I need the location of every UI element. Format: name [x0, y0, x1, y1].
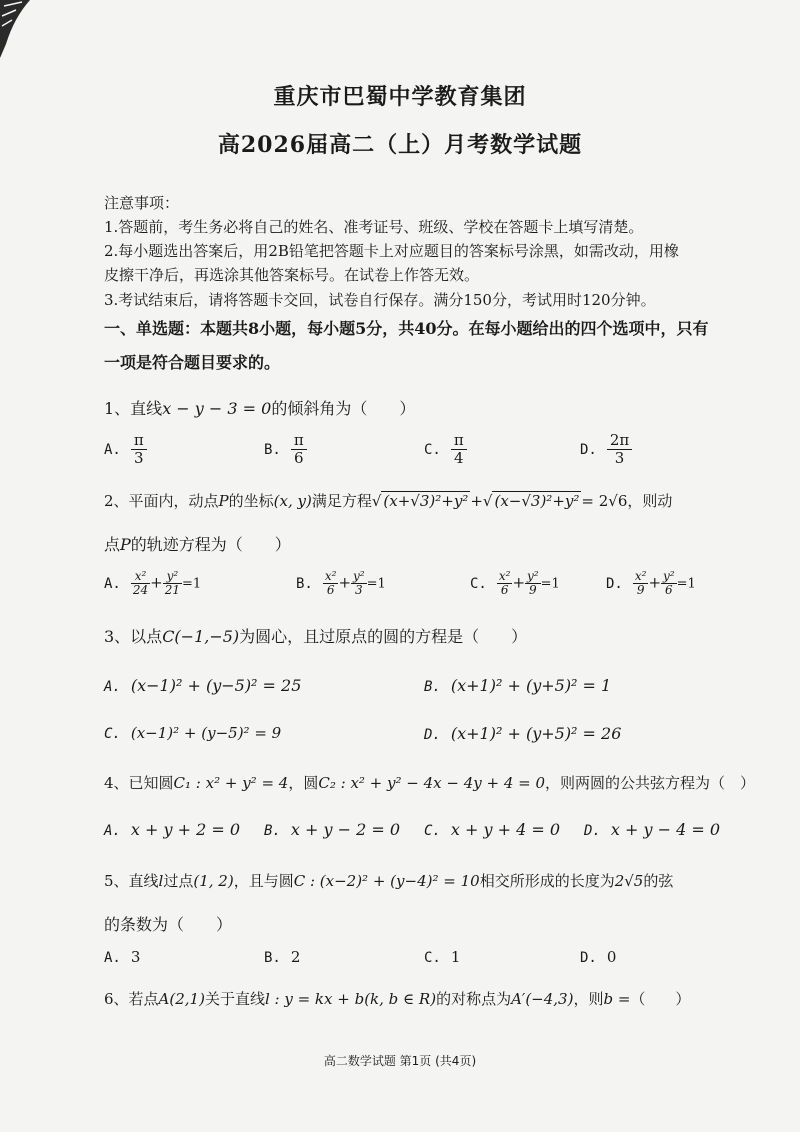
question-6-stem: 6、若点A(2,1)关于直线l : y = kx + b(k, b ∈ R)的对称点为A′(−4,3)，则b =（ ） [104, 990, 691, 1008]
page-footer: 高二数学试题 第1页 (共4页) [323, 1054, 477, 1068]
exam-title: 高2026届高二（上）月考数学试题 [217, 132, 583, 158]
q3-point: C(−1,−5) [162, 627, 240, 646]
notice-item-1: 1.答题前，考生务必将自己的姓名、准考证号、班级、学校在答题卡上填写清楚。 [104, 218, 644, 236]
q5-circle: C : (x−2)² + (y−4)² = 10 [293, 872, 480, 890]
q5-option-c[interactable]: C. 1 [424, 948, 461, 966]
q1-option-d[interactable]: D. $\frac{2\pi}{3}$ [580, 432, 632, 468]
q3-option-b[interactable]: B. (x+1)² + (y+5)² = 1 [424, 676, 612, 695]
q4-circle-2: C₂ : x² + y² − 4x − 4y + 4 = 0 [318, 774, 546, 792]
section1-heading: 一、单选题：本题共8小题，每小题5分，共40分。在每小题给出的四个选项中，只有 [104, 319, 709, 338]
q1-expression: x − y − 3 = 0 [162, 399, 272, 418]
question-1-stem: 1、直线x − y − 3 = 0的倾斜角为（ ） [104, 399, 416, 418]
corner-scan-mark [0, 0, 40, 60]
q1-option-b[interactable]: B. $\frac{\pi}{6}$ [264, 432, 307, 468]
notice-item-2-cont: 皮擦干净后，再选涂其他答案标号。在试卷上作答无效。 [104, 266, 480, 284]
section1-heading-cont: 一项是符合题目要求的。 [104, 353, 281, 372]
q3-option-d[interactable]: D. (x+1)² + (y+5)² = 26 [424, 724, 622, 743]
q2-option-c[interactable]: C. $\frac{\text{x²}}{6}$ + $\frac{\text{y²}}{9}$ =1 [470, 569, 560, 598]
question-5-stem-line2: 的条数为（ ） [104, 915, 233, 934]
q2-option-d[interactable]: D. $\frac{\text{x²}}{9}$ + $\frac{\text{y²}}{6}$ =1 [606, 569, 696, 598]
q4-circle-1: C₁ : x² + y² = 4 [173, 774, 289, 792]
q3-option-c[interactable]: C. (x−1)² + (y−5)² = 9 [104, 724, 282, 742]
question-2-stem-line2: 点P的轨迹方程为（ ） [104, 535, 291, 554]
question-2-stem-line1: 2、平面内，动点P的坐标(x, y)满足方程√ (x+√3)²+y² +√ (x−√3)²+y² = 2√6，则动 [104, 492, 673, 510]
notice-item-3: 3.考试结束后，请将答题卡交回，试卷自行保存。满分150分，考试用时120分钟。 [104, 291, 656, 309]
q5-option-b[interactable]: B. 2 [264, 948, 301, 966]
q5-option-a[interactable]: A. 3 [104, 948, 141, 966]
q2-equation: √ (x+√3)²+y² +√ (x−√3)²+y² = 2√6 [371, 492, 628, 510]
q1-option-a[interactable]: A. $\frac{\pi}{3}$ [104, 432, 147, 468]
question-5-stem-line1: 5、直线l过点(1, 2)，且与圆C : (x−2)² + (y−4)² = 10相交所形成的长度为2√5的弦 [104, 872, 674, 890]
q6-line: l : y = kx + b(k, b ∈ R) [264, 990, 437, 1008]
school-title: 重庆市巴蜀中学教育集团 [273, 84, 527, 110]
q4-option-a[interactable]: A. x + y + 2 = 0 [104, 820, 241, 839]
notice-heading: 注意事项： [104, 194, 180, 212]
q4-option-c[interactable]: C. x + y + 4 = 0 [424, 820, 561, 839]
q5-option-d[interactable]: D. 0 [580, 948, 617, 966]
q2-option-b[interactable]: B. $\frac{\text{x²}}{6}$ + $\frac{\text{y²}}{3}$ =1 [296, 569, 386, 598]
notice-item-2: 2.每小题选出答案后，用2B铅笔把答题卡上对应题目的答案标号涂黑，如需改动，用橡 [104, 242, 679, 260]
q4-option-b[interactable]: B. x + y − 2 = 0 [264, 820, 401, 839]
q3-option-a[interactable]: A. (x−1)² + (y−5)² = 25 [104, 676, 302, 695]
q4-option-d[interactable]: D. x + y − 4 = 0 [584, 820, 721, 839]
q1-option-c[interactable]: C. $\frac{\pi}{4}$ [424, 432, 467, 468]
question-4-stem: 4、已知圆C₁ : x² + y² = 4，圆C₂ : x² + y² − 4x − 4y + 4 = 0，则两圆的公共弦方程为（ ） [104, 774, 756, 792]
q2-option-a[interactable]: A. $\frac{\text{x²}}{24}$ + $\frac{\text{y²}}{21}$ =1 [104, 569, 202, 598]
question-3-stem: 3、以点C(−1,−5)为圆心，且过原点的圆的方程是（ ） [104, 627, 528, 646]
